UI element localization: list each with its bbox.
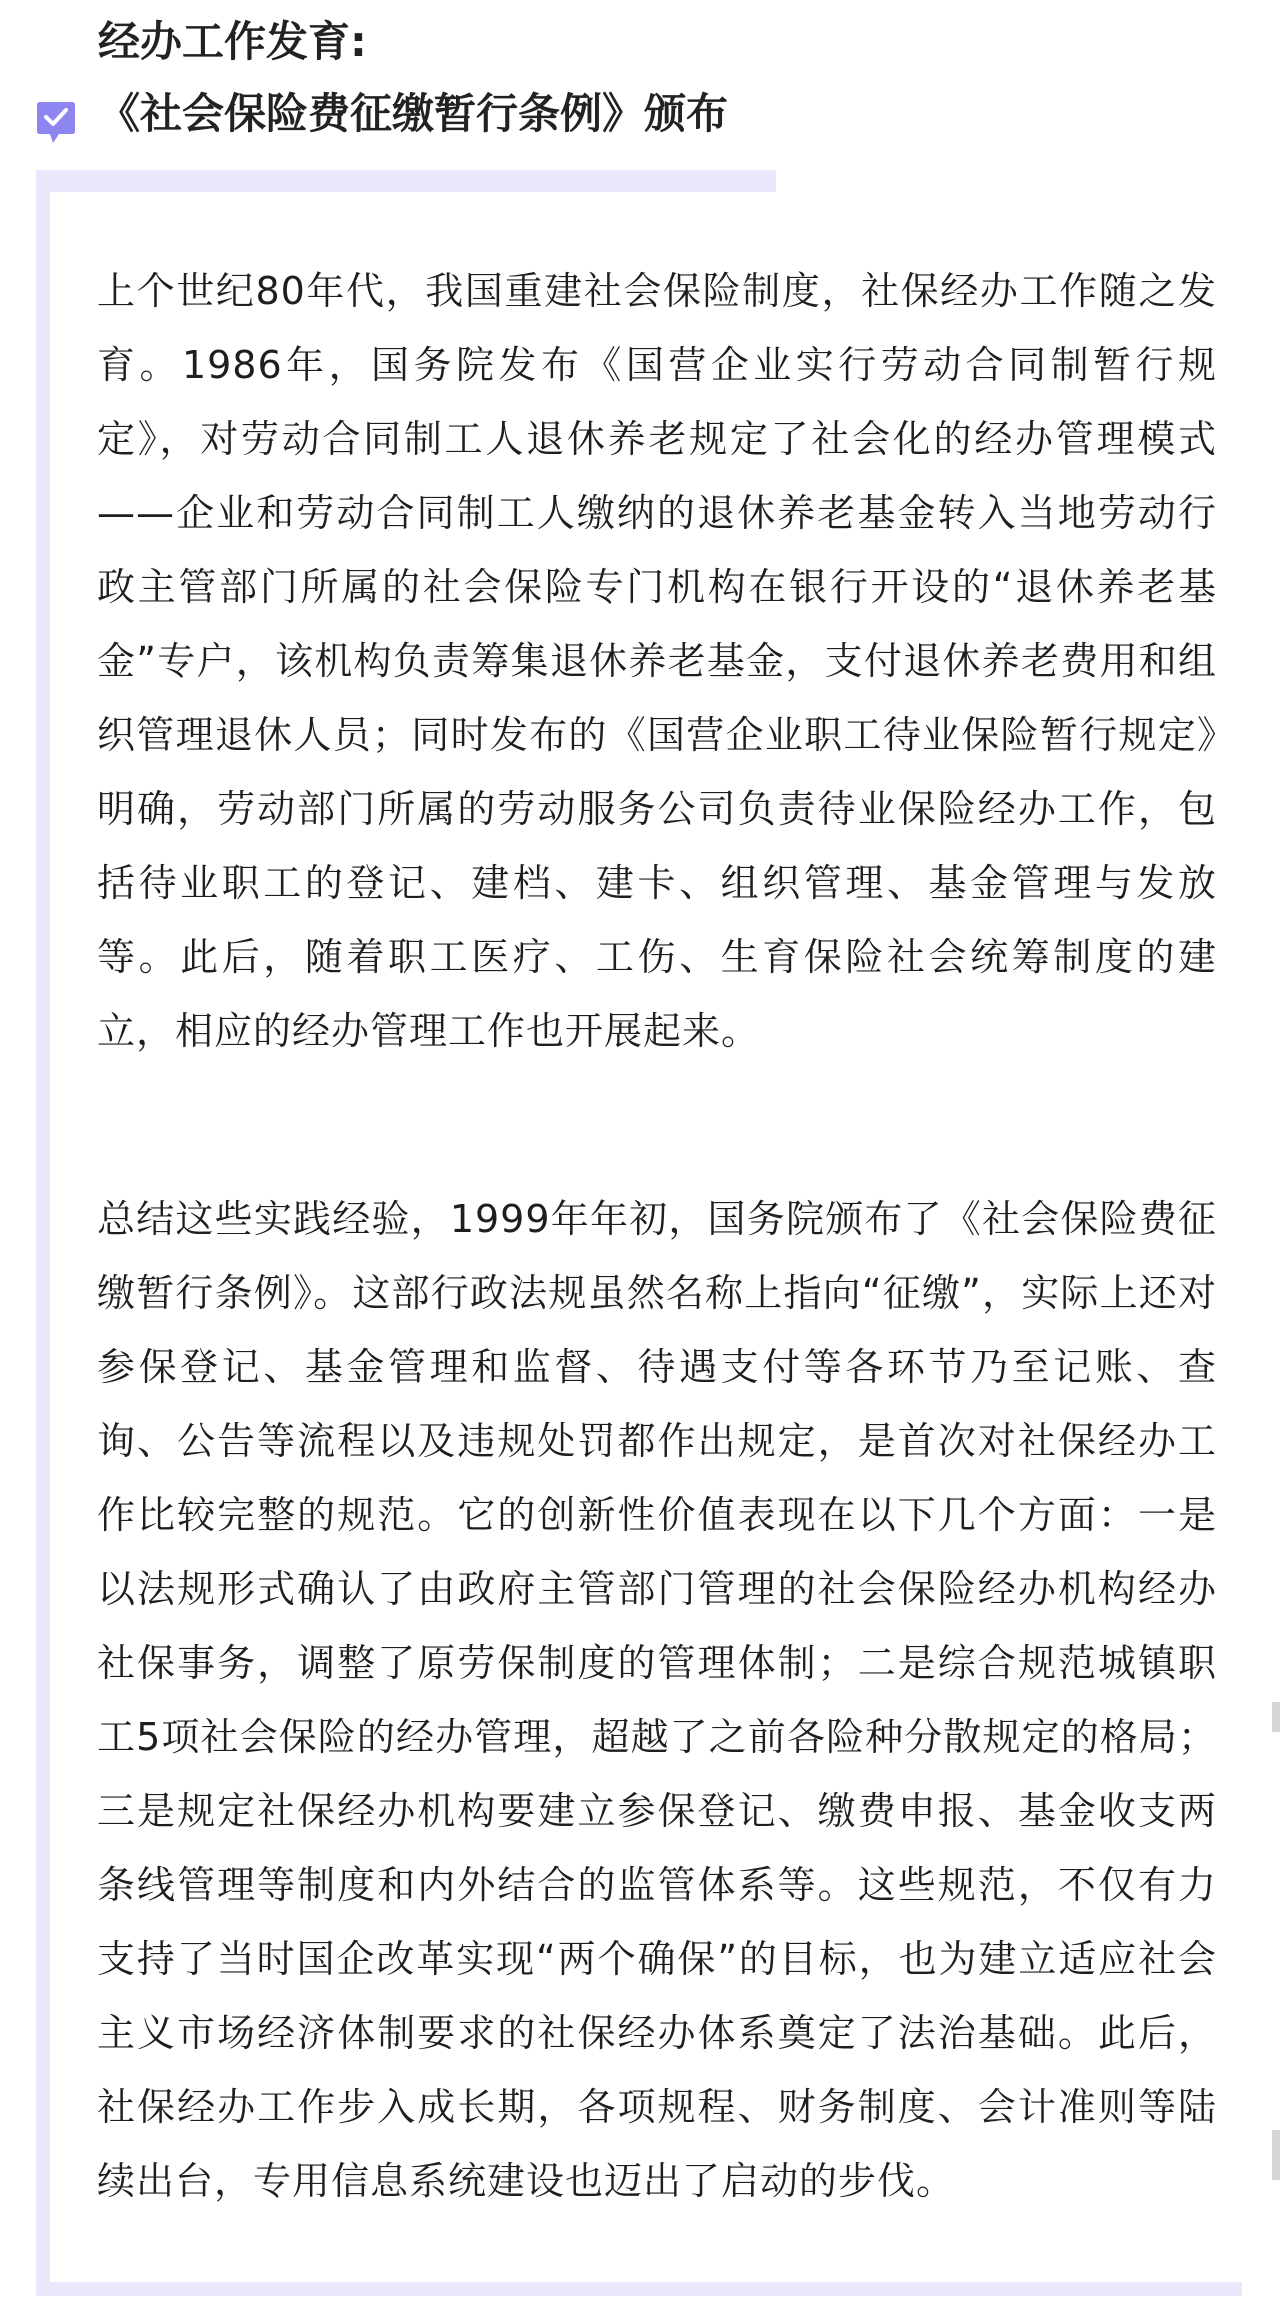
scrollbar-mark-upper	[1272, 1702, 1280, 1732]
paragraph-history-1980s: 上个世纪80年代，我国重建社会保险制度，社保经办工作随之发育。1986年，国务院发布《国营企业实行劳动合同制暂行规定》，对劳动合同制工人退休养老规定了社会化的经办管理模式——企业和劳动合同制工人缴纳的退休养老基金转入当地劳动行政主管部门所属的社会保险专门机构在银行开设的“退休养老基金”专户，该机构负责筹集退休养老基金，支付退休养老费用和组织管理退休人员；同时发布的《国营企业职工待业保险暂行规定》明确，劳动部门所属的劳动服务公司负责待业保险经办工作，包括待业职工的登记、建档、建卡、组织管理、基金管理与发放等。此后，随着职工医疗、工伤、生育保险社会统筹制度的建立，相应的经办管理工作也开展起来。	[97, 269, 1217, 1053]
section-title-line-1: 经办工作发育:	[98, 17, 367, 66]
paragraph-regulation-1999: 总结这些实践经验，1999年年初，国务院颁布了《社会保险费征缴暂行条例》。这部行政法规虽然名称上指向“征缴”，实际上还对参保登记、基金管理和监督、待遇支付等各环节乃至记账、查询、公告等流程以及违规处罚都作出规定，是首次对社保经办工作比较完整的规范。它的创新性价值表现在以下几个方面：一是以法规形式确认了由政府主管部门管理的社会保险经办机构经办社保事务，调整了原劳保制度的管理体制；二是综合规范城镇职工5项社会保险的经办管理，超越了之前各险种分散规定的格局；三是规定社保经办机构要建立参保登记、缴费申报、基金收支两条线管理等制度和内外结合的监管体系等。这些规范，不仅有力支持了当时国企改革实现“两个确保”的目标，也为建立适应社会主义市场经济体制要求的社保经办体系奠定了法治基础。此后，社保经办工作步入成长期，各项规程、财务制度、会计准则等陆续出台，专用信息系统建设也迈出了启动的步伐。	[97, 1197, 1217, 2203]
body-border-bottom	[36, 2282, 1242, 2296]
section-title-line-2: 《社会保险费征缴暂行条例》颁布	[98, 89, 729, 138]
heading-underbar	[36, 170, 776, 192]
checkbox-speech-bubble-icon	[36, 100, 76, 146]
scrollbar-mark-lower	[1272, 2130, 1280, 2180]
body-border-left	[36, 192, 50, 2296]
